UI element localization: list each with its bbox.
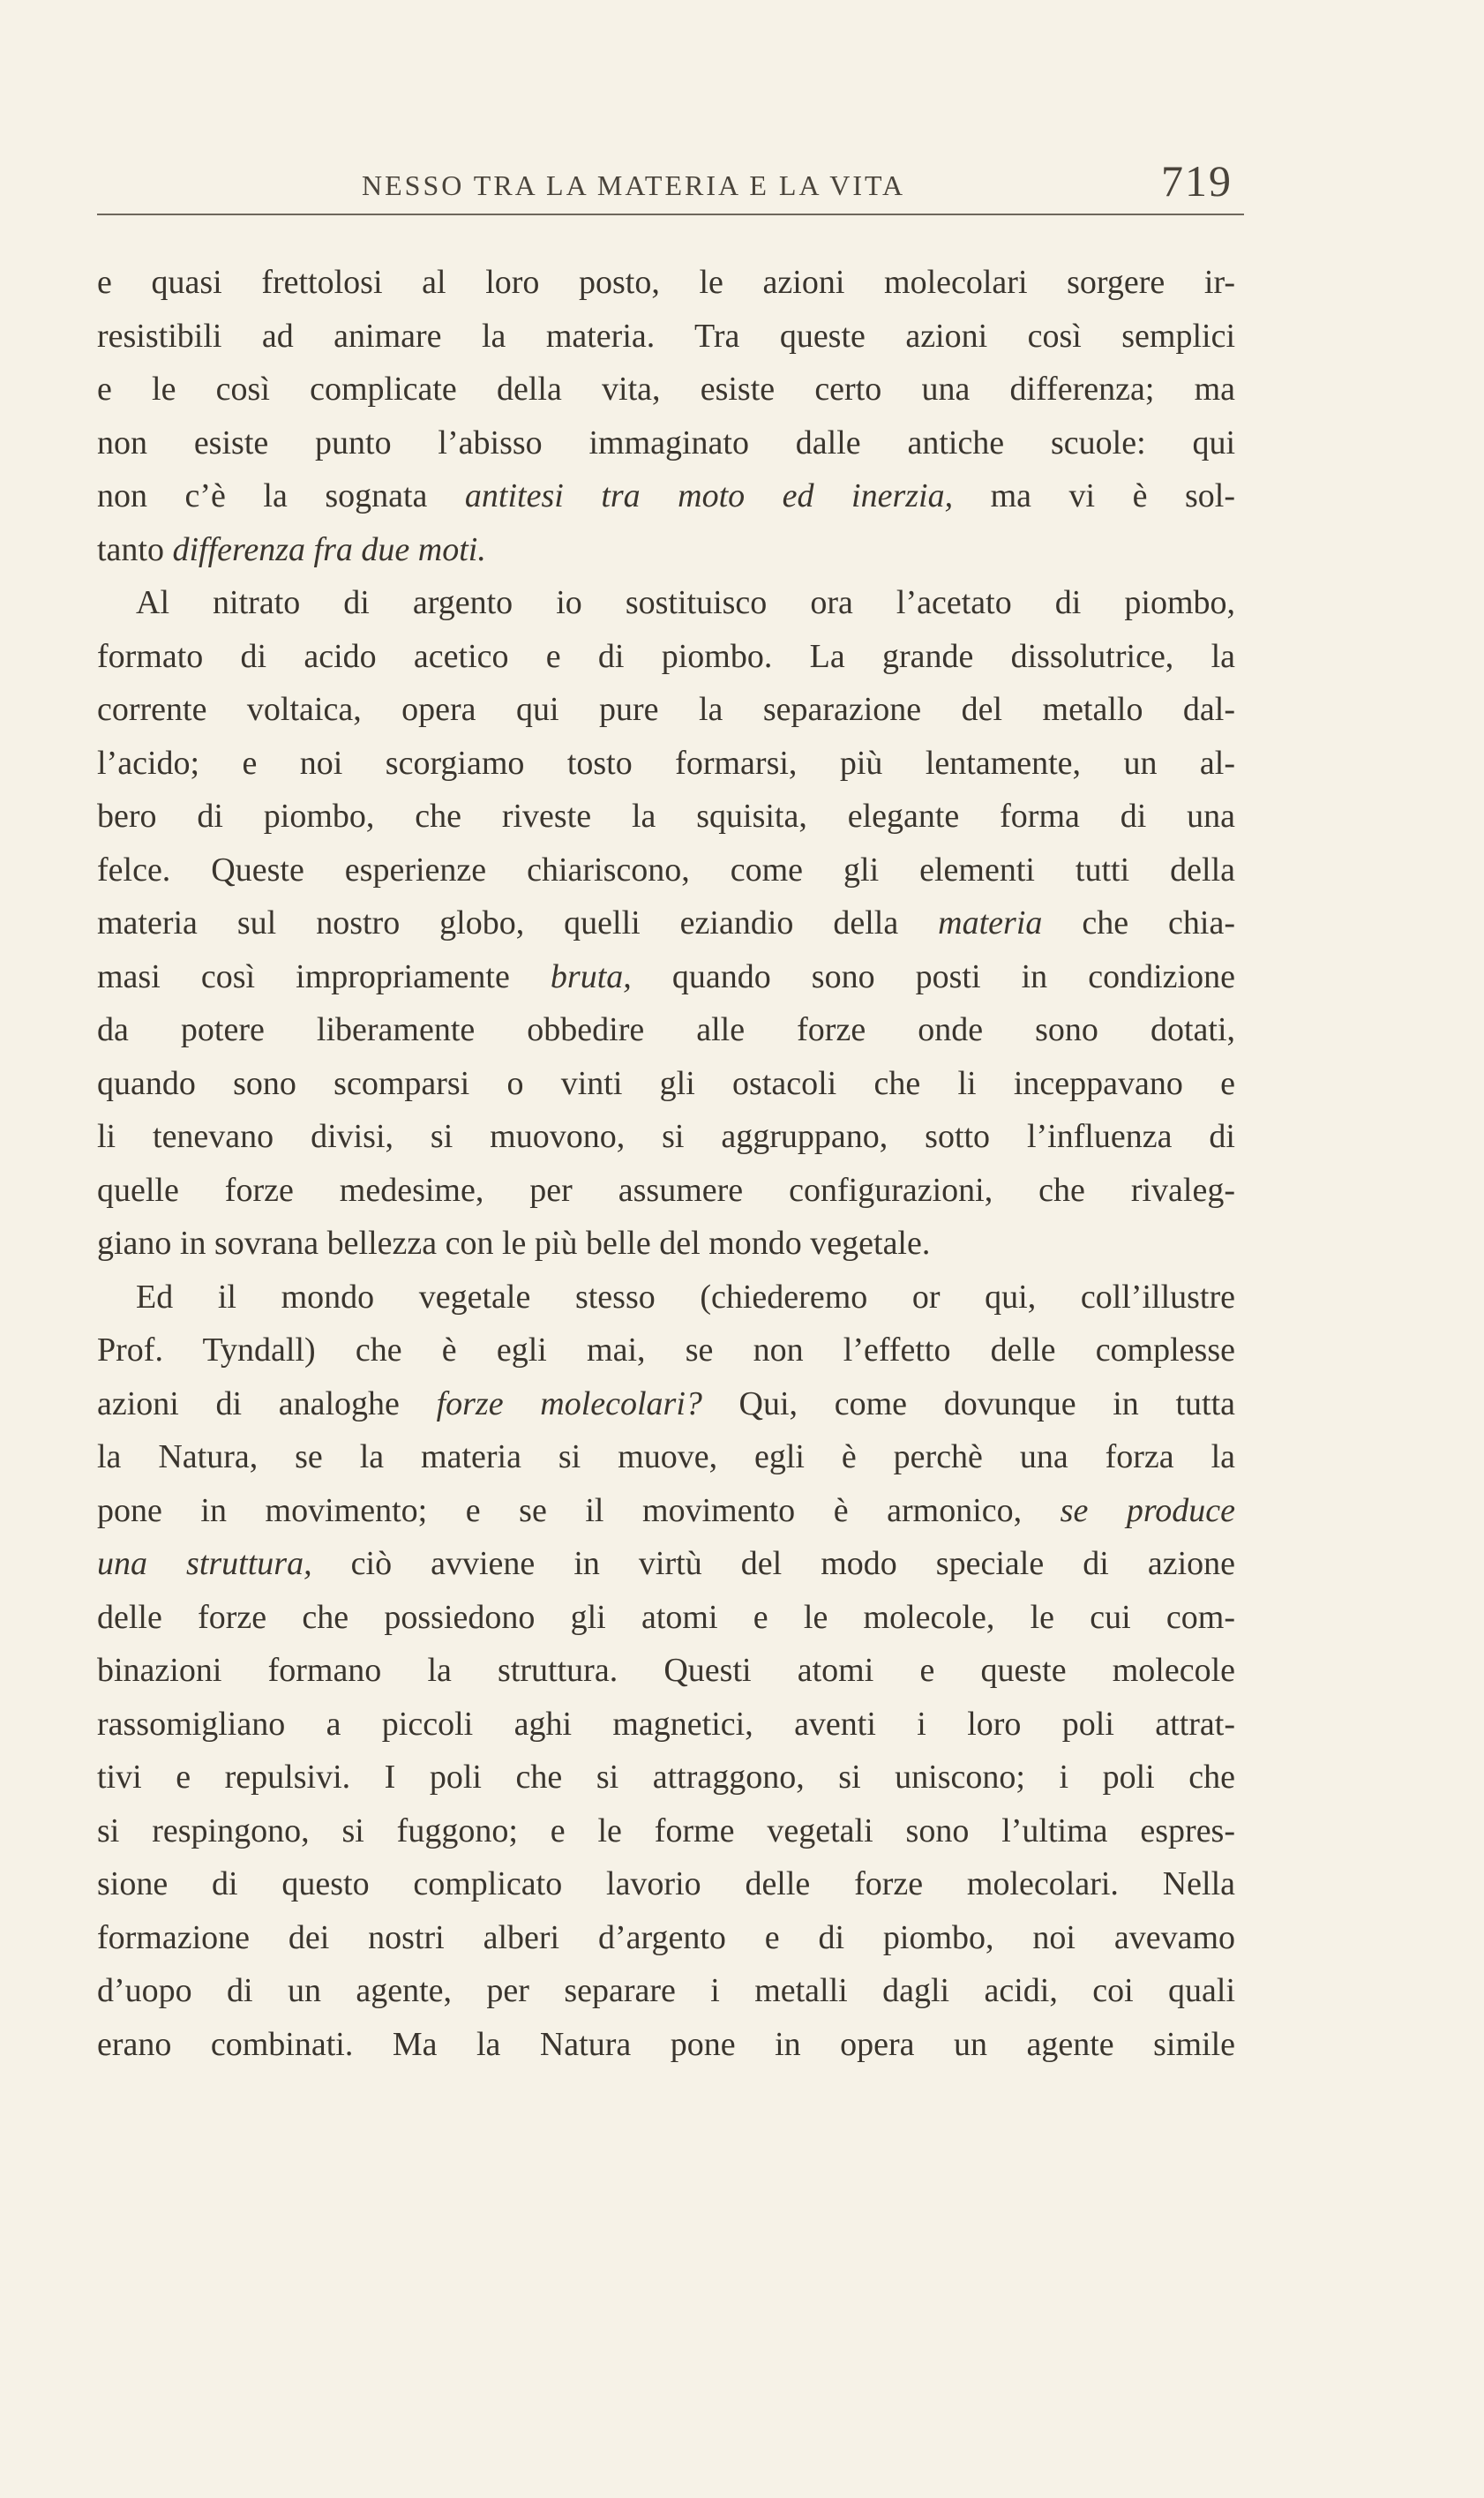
italic-segment: una struttura, <box>97 1545 312 1582</box>
text-segment: azioni di analoghe <box>97 1384 437 1422</box>
text-segment: resistibili ad animare la materia. Tra queste azioni così semplici <box>97 317 1235 355</box>
text-segment: quando sono scomparsi o vinti gli ostacoli che li inceppavano e <box>97 1064 1235 1102</box>
text-segment: quelle forze medesime, per assumere configurazioni, che rivaleg- <box>97 1171 1235 1209</box>
text-segment: non esiste punto l’abisso immaginato dalle antiche scuole: qui <box>97 424 1235 461</box>
text-line <box>97 1057 1235 1111</box>
text-segment: Al nitrato di argento io sostituisco ora l’acetato di piombo, <box>136 584 1235 621</box>
text-line <box>97 790 1235 844</box>
text-line <box>97 1324 1235 1377</box>
text-segment: bero di piombo, che riveste la squisita, elegante forma di una <box>97 798 1235 835</box>
text-line <box>97 737 1235 791</box>
text-line <box>97 683 1235 737</box>
text-line <box>97 576 1235 630</box>
text-line <box>97 1751 1235 1804</box>
text-line <box>97 1003 1235 1057</box>
text-segment: rassomigliano a piccoli aghi magnetici, aventi i loro poli attrat- <box>97 1705 1235 1743</box>
text-line <box>97 1857 1235 1911</box>
text-segment: non c’è la sognata <box>97 477 465 514</box>
body-text <box>97 256 1235 2071</box>
text-line <box>97 469 1235 523</box>
text-segment: e le così complicate della vita, esiste certo una differenza; ma <box>97 371 1235 408</box>
text-line <box>97 1217 1235 1271</box>
text-segment: formato di acido acetico e di piombo. La grande dissolutrice, la <box>97 637 1235 675</box>
text-line <box>97 1591 1235 1645</box>
italic-segment: materia <box>938 904 1043 941</box>
text-line <box>97 896 1235 950</box>
text-line <box>97 1484 1235 1538</box>
text-segment: da potere liberamente obbedire alle forze onde sono dotati, <box>97 1011 1235 1048</box>
text-line <box>97 1911 1235 1965</box>
text-line <box>97 1377 1235 1431</box>
text-line <box>97 1698 1235 1752</box>
text-line <box>97 1110 1235 1164</box>
text-segment: masi così impropriamente <box>97 957 551 995</box>
text-line <box>97 1271 1235 1324</box>
text-line <box>97 1537 1235 1591</box>
text-line <box>97 310 1235 364</box>
text-line <box>97 1804 1235 1858</box>
text-segment: Ed il mondo vegetale stesso (chiederemo or qui, coll’illustre <box>136 1278 1235 1316</box>
text-line <box>97 1644 1235 1698</box>
text-segment: ma vi è sol- <box>953 477 1235 514</box>
running-title: NESSO TRA LA MATERIA E LA VITA <box>362 169 906 201</box>
text-line <box>97 363 1235 416</box>
text-line <box>97 630 1235 684</box>
text-segment: che chia- <box>1042 904 1235 941</box>
italic-segment: differenza fra due moti. <box>172 530 486 568</box>
text-segment: pone in movimento; e se il movimento è armonico, <box>97 1491 1061 1529</box>
text-segment: felce. Queste esperienze chiariscono, come gli elementi tutti della <box>97 851 1235 889</box>
text-line <box>97 1164 1235 1218</box>
page-header <box>97 150 1240 212</box>
text-segment: tivi e repulsivi. I poli che si attraggono, si uniscono; i poli che <box>97 1759 1235 1796</box>
text-segment: quando sono posti in condizione <box>631 957 1235 995</box>
text-line <box>97 950 1235 1004</box>
text-segment: materia sul nostro globo, quelli eziandio della <box>97 904 939 941</box>
text-segment: la Natura, se la materia si muove, egli è perchè una forza la <box>97 1438 1235 1475</box>
page-number: 719 <box>1161 156 1233 206</box>
text-segment: l’acido; e noi scorgiamo tosto formarsi, più lentamente, un al- <box>97 744 1235 782</box>
text-segment: giano in sovrana bellezza con le più belle del mondo vegetale. <box>97 1225 931 1262</box>
text-segment: tanto <box>97 530 173 568</box>
text-segment: delle forze che possiedono gli atomi e le molecole, le cui com- <box>97 1598 1235 1636</box>
text-segment: sione di questo complicato lavorio delle forze molecolari. Nella <box>97 1865 1235 1902</box>
header-rule <box>97 214 1244 215</box>
italic-segment: se produce <box>1060 1491 1235 1529</box>
text-line <box>97 844 1235 897</box>
text-line <box>97 523 1235 577</box>
text-segment: d’uopo di un agente, per separare i metalli dagli acidi, coi quali <box>97 1972 1235 2009</box>
text-segment: Qui, come dovunque in tutta <box>701 1384 1235 1422</box>
italic-segment: bruta, <box>550 957 632 995</box>
text-segment: si respingono, si fuggono; e le forme vegetali sono l’ultima espres- <box>97 1812 1235 1849</box>
text-line <box>97 416 1235 470</box>
text-segment: binazioni formano la struttura. Questi atomi e queste molecole <box>97 1652 1235 1689</box>
text-line <box>97 256 1235 310</box>
text-segment: corrente voltaica, opera qui pure la separazione del metallo dal- <box>97 691 1235 728</box>
text-line <box>97 1430 1235 1484</box>
text-segment: Prof. Tyndall) che è egli mai, se non l’effetto delle complesse <box>97 1332 1235 1369</box>
italic-segment: forze molecolari? <box>436 1384 702 1422</box>
text-segment: li tenevano divisi, si muovono, si aggruppano, sotto l’influenza di <box>97 1118 1235 1155</box>
italic-segment: antitesi tra moto ed inerzia, <box>464 477 954 514</box>
text-segment: e quasi frettolosi al loro posto, le azioni molecolari sorgere ir- <box>97 264 1235 301</box>
text-segment: ciò avviene in virtù del modo speciale di azione <box>311 1545 1235 1582</box>
text-segment: formazione dei nostri alberi d’argento e di piombo, noi avevamo <box>97 1918 1235 1956</box>
text-line <box>97 2018 1235 2072</box>
text-segment: erano combinati. Ma la Natura pone in opera un agente simile <box>97 2025 1235 2063</box>
text-line <box>97 1964 1235 2018</box>
